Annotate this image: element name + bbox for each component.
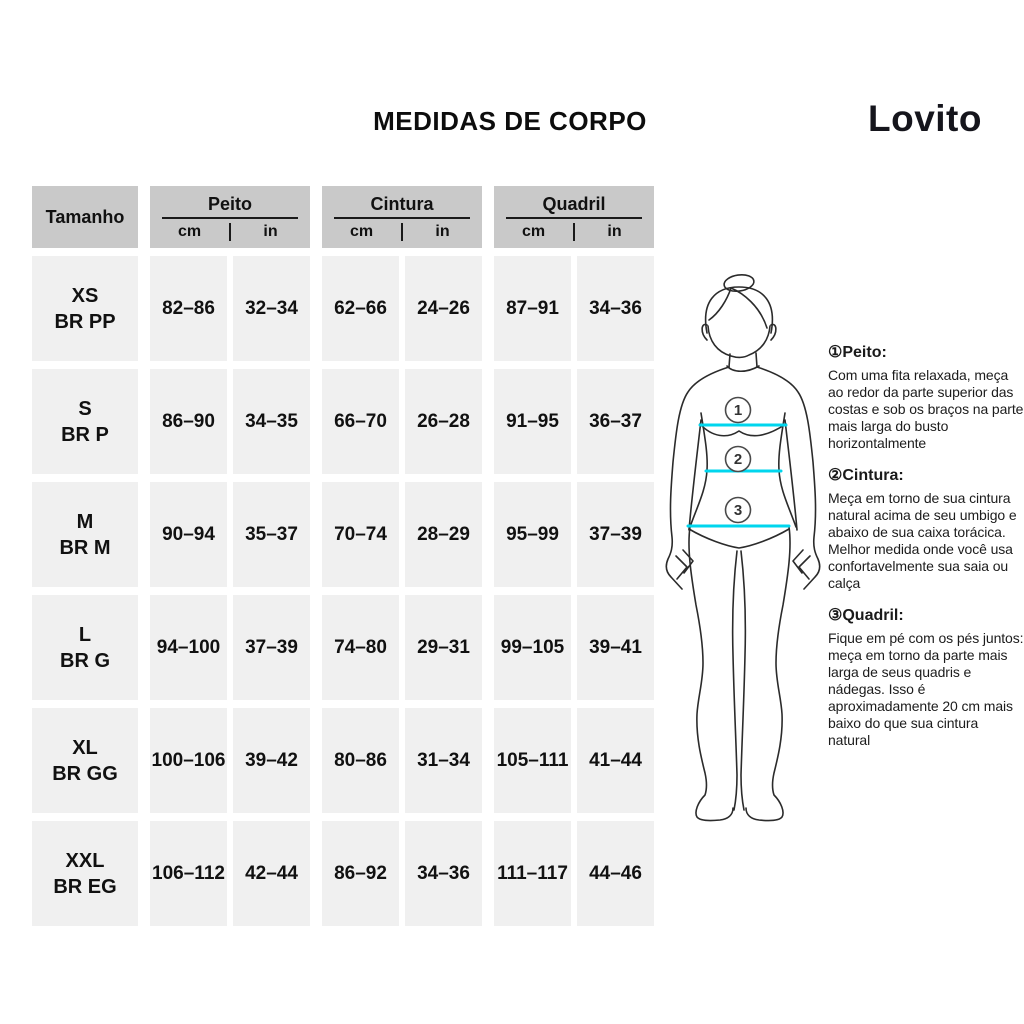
value-cell: 105–111: [494, 708, 571, 813]
svg-text:3: 3: [733, 502, 743, 519]
guide-heading: ②Cintura:: [828, 467, 904, 484]
unit-label-cm: cm: [349, 223, 374, 240]
right-leg-inner: [741, 551, 745, 810]
circled-number-icon: ①: [828, 344, 843, 361]
group-underline: [162, 217, 298, 219]
left-leg-outline: [689, 527, 733, 821]
size-cell: [32, 708, 138, 813]
size-cell: [32, 821, 138, 926]
value-cell: 34–36: [405, 821, 482, 926]
value-cell: 86–92: [322, 821, 399, 926]
marker-2: [726, 447, 751, 472]
size-cell: [32, 369, 138, 474]
right-leg-outline: [746, 527, 790, 821]
svg-text:1: 1: [733, 402, 743, 419]
value-cell: 44–46: [577, 821, 654, 926]
measuring-guide: [828, 342, 1024, 762]
table-row: [32, 708, 654, 813]
value-cell: 90–94: [150, 482, 227, 587]
value-cell: 74–80: [322, 595, 399, 700]
value-cell: 66–70: [322, 369, 399, 474]
table-header-row: [32, 186, 654, 248]
table-row: [32, 256, 654, 361]
table-row: [32, 595, 654, 700]
guide-body: Com uma fita relaxada, meça ao redor da parte superior das costas e sob os braços na parte mais larga do busto horizontalmente: [828, 367, 1024, 451]
neck-lines: [729, 353, 757, 367]
value-cell: 91–95: [494, 369, 571, 474]
value-cell: 34–35: [233, 369, 310, 474]
size-cell: [32, 482, 138, 587]
group-underline: [506, 217, 642, 219]
hair-outline: [706, 287, 773, 333]
size-br-label: BR G: [60, 649, 110, 672]
guide-section-cintura: [828, 465, 1024, 592]
size-label: XL: [72, 736, 98, 759]
size-cell: [32, 595, 138, 700]
value-cell: 99–105: [494, 595, 571, 700]
right-hand-fingers: [793, 550, 810, 579]
size-br-label: BR PP: [54, 310, 116, 333]
value-cell: 42–44: [233, 821, 310, 926]
hair-parting-left: [709, 288, 731, 320]
value-cell: 111–117: [494, 821, 571, 926]
size-table: [32, 186, 654, 934]
guide-heading: ③Quadril:: [828, 607, 904, 624]
svg-text:2: 2: [733, 451, 743, 468]
size-column-header: Tamanho: [32, 186, 138, 248]
value-cell: 35–37: [233, 482, 310, 587]
guide-section-quadril: [828, 605, 1024, 749]
unit-label-cm: cm: [177, 223, 202, 240]
guide-heading: ①Peito:: [828, 344, 887, 361]
table-row: [32, 821, 654, 926]
value-cell: 95–99: [494, 482, 571, 587]
group-title: Cintura: [370, 194, 434, 214]
unit-label-in: in: [607, 223, 622, 240]
value-cell: 86–90: [150, 369, 227, 474]
value-cell: 70–74: [322, 482, 399, 587]
value-cell: 39–41: [577, 595, 654, 700]
circled-number-icon: ③: [828, 607, 843, 624]
collar-curve: [727, 366, 759, 371]
size-label: XXL: [65, 849, 105, 872]
value-cell: 82–86: [150, 256, 227, 361]
size-br-label: BR GG: [52, 762, 118, 785]
body-figure-illustration: [650, 250, 850, 830]
value-cell: 62–66: [322, 256, 399, 361]
value-cell: 37–39: [577, 482, 654, 587]
size-br-label: BR P: [61, 423, 109, 446]
marker-3: [726, 498, 751, 523]
group-header-quadril: [494, 186, 654, 248]
left-leg-inner: [733, 551, 737, 810]
torso-left-edge: [690, 413, 707, 527]
value-cell: 28–29: [405, 482, 482, 587]
value-cell: 94–100: [150, 595, 227, 700]
circled-number-icon: ②: [828, 467, 843, 484]
value-cell: 34–36: [577, 256, 654, 361]
hair-bun: [723, 273, 755, 293]
group-header-cintura: [322, 186, 482, 248]
size-cell: [32, 256, 138, 361]
value-cell: 80–86: [322, 708, 399, 813]
face-outline: [708, 326, 770, 357]
table-row: [32, 369, 654, 474]
size-label: XS: [71, 284, 99, 307]
value-cell: 87–91: [494, 256, 571, 361]
value-cell: 39–42: [233, 708, 310, 813]
guide-section-peito: [828, 342, 1024, 452]
value-cell: 41–44: [577, 708, 654, 813]
unit-label-in: in: [263, 223, 278, 240]
guide-body: Meça em torno de sua cintura natural acima de seu umbigo e abaixo de sua caixa torácica. Melhor medida onde você usa confortavelmente sua saia ou calça: [828, 490, 1017, 591]
size-br-label: BR EG: [53, 875, 117, 898]
value-cell: 24–26: [405, 256, 482, 361]
guide-body: Fique em pé com os pés juntos: meça em torno da parte mais larga de seus quadris e nádegas. Isso é aproximadamente 20 cm mais baixo do que sua cintura natural: [828, 630, 1024, 748]
size-br-label: BR M: [59, 536, 111, 559]
group-title: Peito: [207, 194, 252, 214]
value-cell: 31–34: [405, 708, 482, 813]
value-cell: 26–28: [405, 369, 482, 474]
page-title: MEDIDAS DE CORPO: [373, 106, 647, 136]
value-cell: 106–112: [150, 821, 227, 926]
size-label: S: [78, 397, 92, 420]
group-header-peito: [150, 186, 310, 248]
size-label: L: [78, 623, 92, 646]
value-cell: 32–34: [233, 256, 310, 361]
value-cell: 100–106: [150, 708, 227, 813]
group-underline: [334, 217, 470, 219]
group-title: Quadril: [542, 194, 606, 214]
unit-label-cm: cm: [521, 223, 546, 240]
unit-label-in: in: [435, 223, 450, 240]
table-row: [32, 482, 654, 587]
value-cell: 37–39: [233, 595, 310, 700]
bikini-line: [689, 529, 789, 548]
marker-1: [726, 398, 751, 423]
size-label: M: [76, 510, 94, 533]
value-cell: 36–37: [577, 369, 654, 474]
brand-logo: Lovito: [868, 98, 982, 139]
value-cell: 29–31: [405, 595, 482, 700]
